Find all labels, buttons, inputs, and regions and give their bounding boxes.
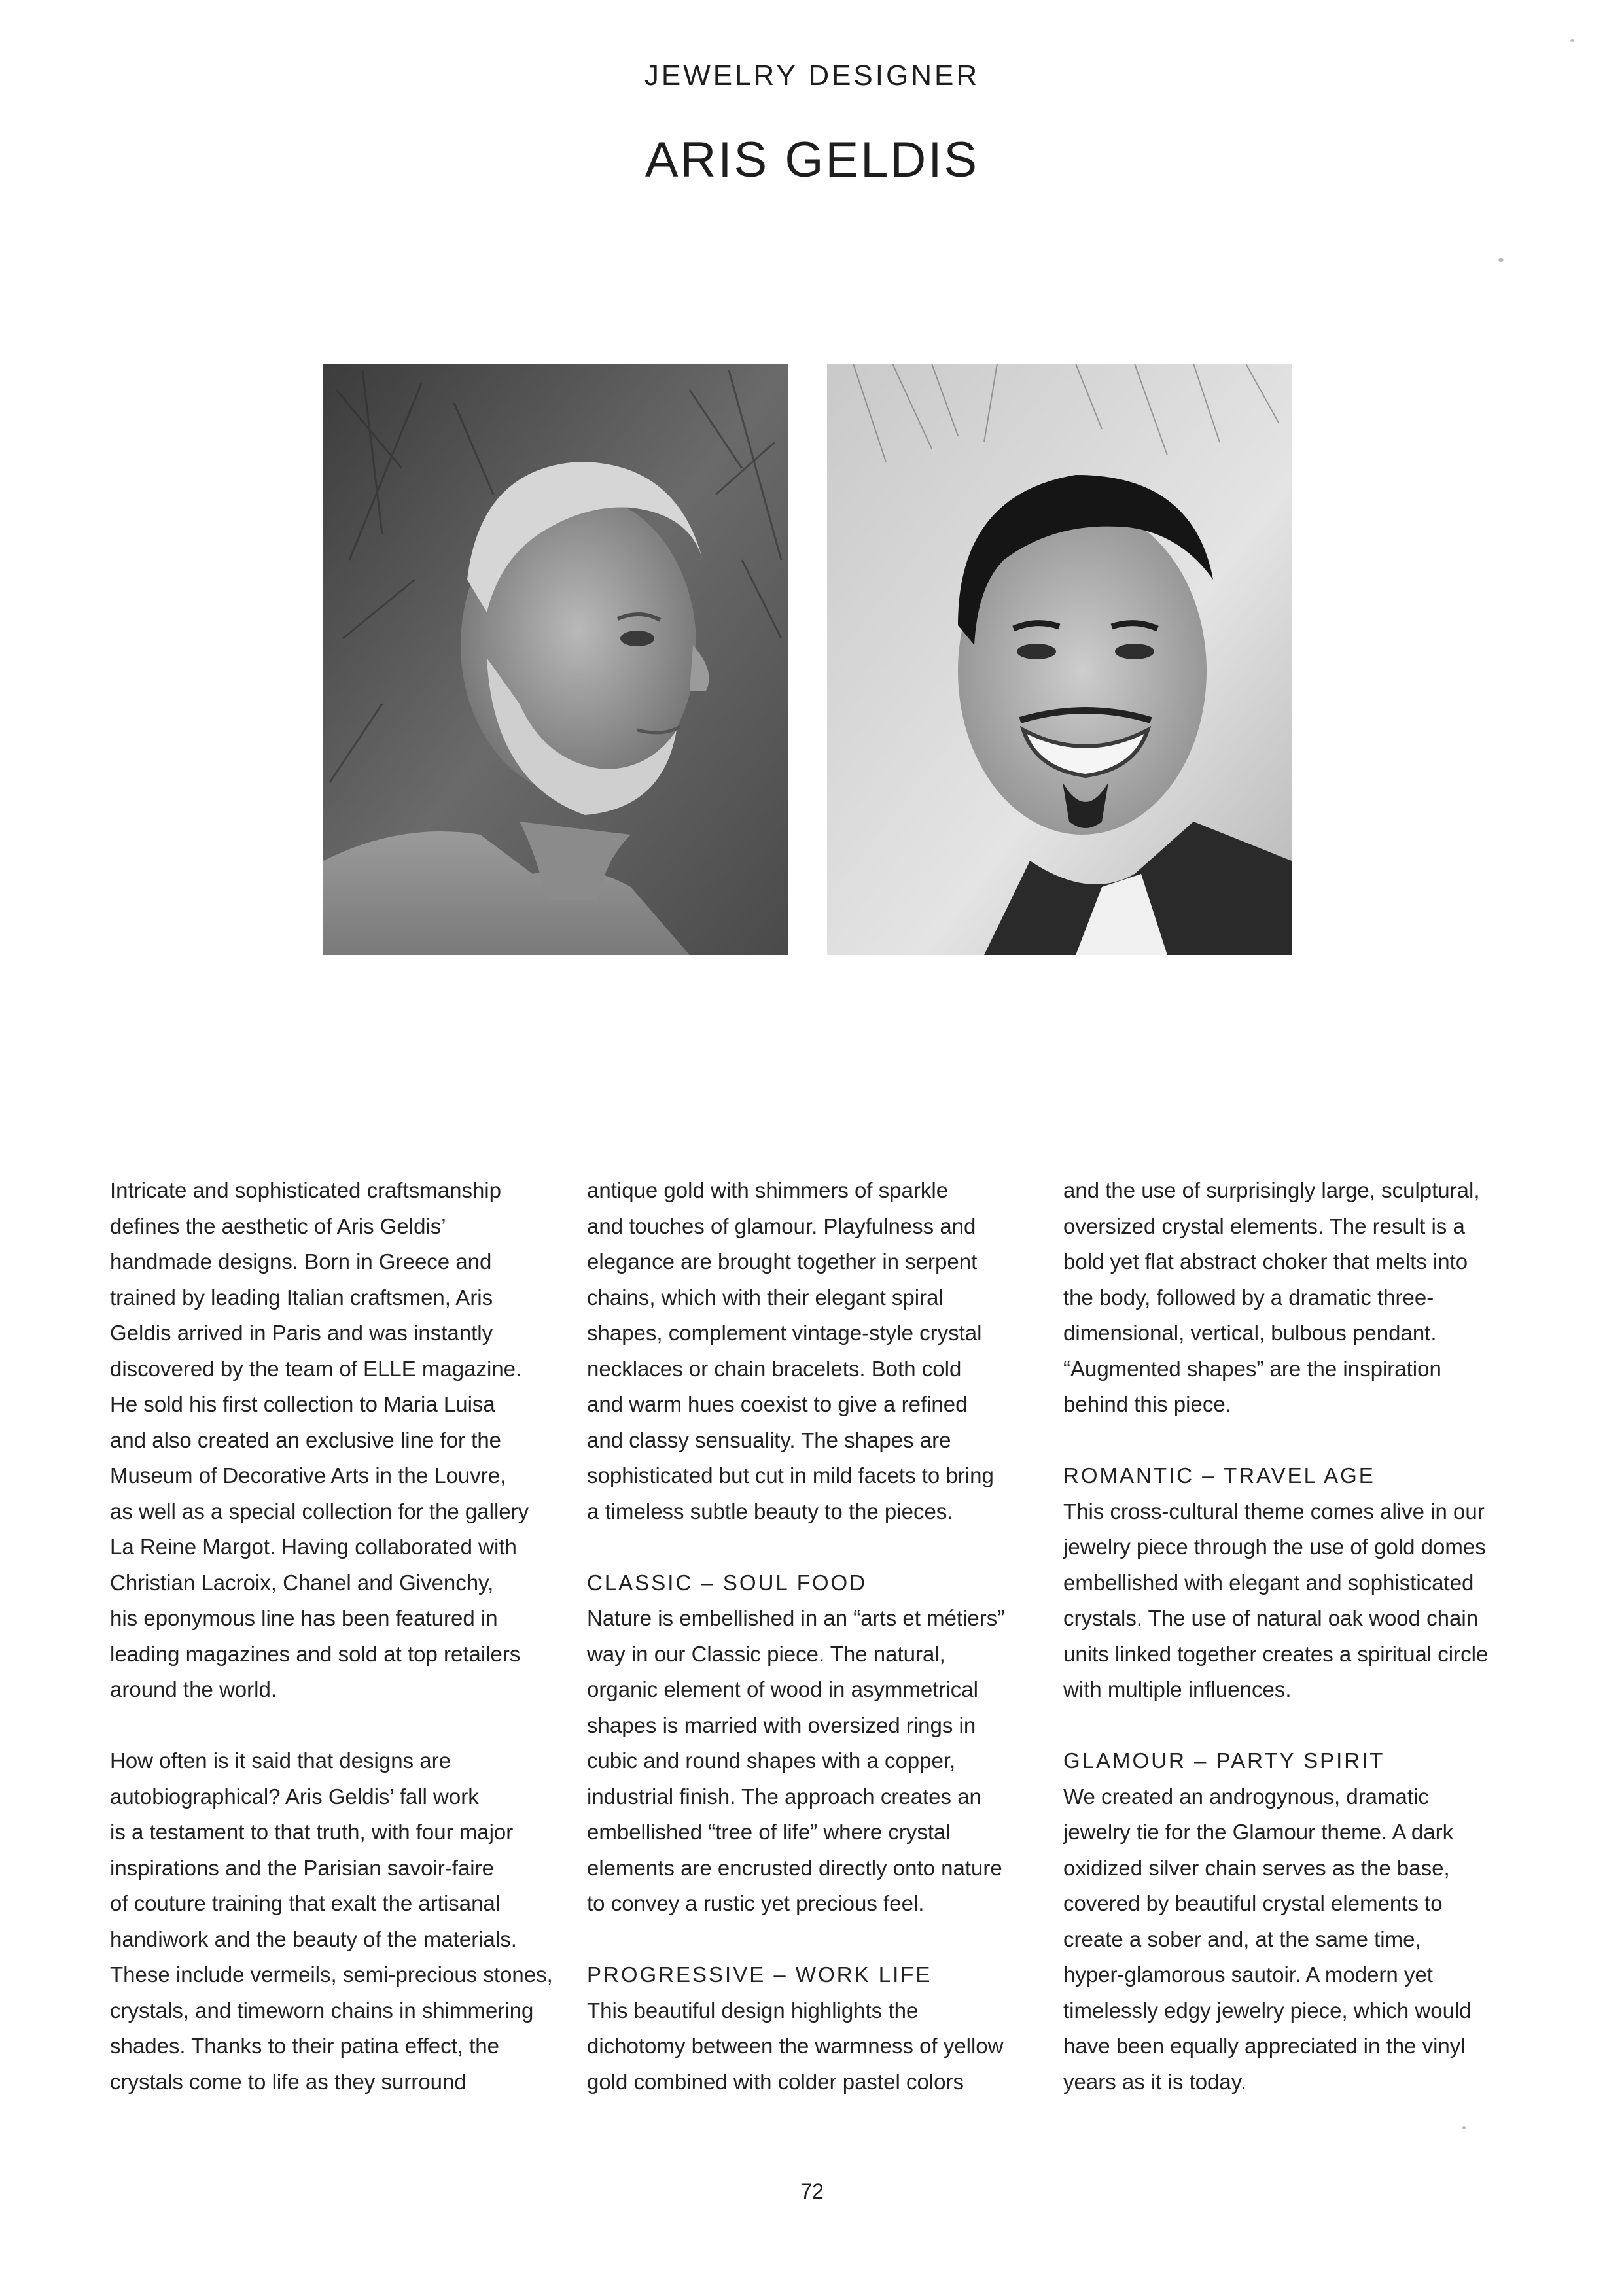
progressive-continuation-paragraph: and the use of surprisingly large, sculptural, oversized crystal elements. The result is a bold yet flat abstract choker that melts into the body, followed by a dramatic three- dimensional, vertical, bulbous pendant. “Augmented shapes” are the inspiration behind this piece. [1063,1178,1480,1416]
scan-speck [1570,39,1574,42]
intro-paragraph: Intricate and sophisticated craftsmanship defines the aesthetic of Aris Geldis’ handmade designs. Born in Greece and trained by leading Italian craftsmen, Aris Geldis arrived in Paris and was instantly discovered by the team of ELLE magazine. He sold his first collection to Maria Luisa and also created an exclusive line for the Museum of Decorative Arts in the Louvre, as well as a special collection for the gallery La Reine Margot. Having collaborated with Christian Lacroix, Chanel and Givenchy, his eponymous line has been featured in leading magazines and sold at top retailers around the world. [110,1178,529,1701]
romantic-paragraph: This cross-cultural theme comes alive in our jewelry piece through the use of gold domes embellished with elegant and sophisticated crystals. The use of natural oak wood chain units linked together creates a spiritual circle with multiple influences. [1063,1499,1489,1701]
text-column-3 [1063,1173,1515,2100]
portrait-photo-icon [323,364,788,955]
section-kicker: JEWELRY DESIGNER [644,60,980,92]
text-column-2 [587,1173,1032,2100]
glamour-paragraph: We created an androgynous, dramatic jewelry tie for the Glamour theme. A dark oxidized silver chain serves as the base, covered by beautiful crystal elements to create a sober and, at the same time, hyper-glamorous sautoir. A modern yet timelessly edgy jewelry piece, which would have been equally appreciated in the vinyl years as it is today. [1063,1784,1472,2094]
scan-speck [1462,2126,1466,2129]
glamour-heading: GLAMOUR – PARTY SPIRIT [1063,1748,1385,1773]
autobiography-paragraph: How often is it said that designs are autobiographical? Aris Geldis’ fall work is a testament to that truth, with four major inspirations and the Parisian savoir-faire of couture training that exalt the artisanal handiwork and the beauty of the materials. These include vermeils, semi-precious stones, crystals, and timeworn chains in shimmering shades. Thanks to their patina effect, the crystals come to life as they surround [110,1748,553,2094]
page-number: 72 [800,2180,824,2203]
scan-speck [1498,258,1504,262]
continuation-paragraph: antique gold with shimmers of sparkle and touches of glamour. Playfulness and elegance are brought together in serpent chains, which with their elegant spiral shapes, complement vintage-style crystal necklaces or chain bracelets. Both cold and warm hues coexist to give a refined and classy sensuality. The shapes are sophisticated but cut in mild facets to bring a timeless subtle beauty to the pieces. [587,1178,994,1523]
page-title: ARIS GELDIS [644,132,980,188]
portrait-photo-left [323,364,788,955]
classic-heading: CLASSIC – SOUL FOOD [587,1570,868,1595]
portrait-photo-right [827,364,1292,955]
portrait-photo-icon [827,364,1292,955]
progressive-paragraph: This beautiful design highlights the dichotomy between the warmness of yellow gold combined with colder pastel colors [587,1998,1004,2094]
progressive-heading: PROGRESSIVE – WORK LIFE [587,1962,932,1987]
romantic-heading: ROMANTIC – TRAVEL AGE [1063,1463,1375,1487]
classic-paragraph: Nature is embellished in an “arts et métiers” way in our Classic piece. The natural, organic element of wood in asymmetrical shapes is married with oversized rings in cubic and round shapes with a copper, industrial finish. The approach creates an embellished “tree of life” where crystal elements are encrusted directly onto nature to convey a rustic yet precious feel. [587,1606,1005,1915]
text-column-1 [110,1173,555,2100]
